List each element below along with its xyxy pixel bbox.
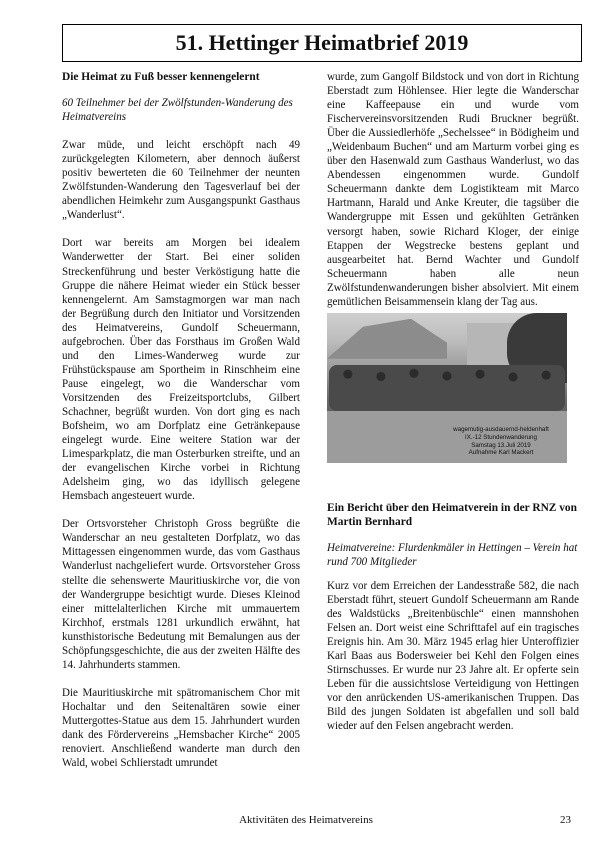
page-title: 51. Hettinger Heimatbrief 2019 xyxy=(62,24,582,62)
paragraph: Kurz vor dem Erreichen der Landesstraße 582, die nach Eberstadt führt, steuert Gundolf Scheuermann am Rande des Waldstücks „Breitenbüschle“ einen mannshohen Felsen an. Dort weist eine Schrifttafel auf ein tragisches Ereignis hin. Am 30. März 1945 erlag hier Unteroffizier Karl Baas aus Bodersweier bei Kehl den Folgen eines Stirnschusses. Er wurde nur 23 Jahre alt. Er opferte sein Leben für die aussichtslose Verteidigung von Hettingen vor den anrückenden US-amerikanischen Truppen. Das Bild des jungen Soldaten ist abgefallen und soll bald wieder auf den Felsen angebracht werden. xyxy=(327,579,579,733)
article-heading: Die Heimat zu Fuß besser kennengelernt xyxy=(62,71,260,83)
paragraph: Zwar müde, und leicht erschöpft nach 49 zurückgelegten Kilometern, aber dennoch äußerst positiv bewerteten die 60 Teilnehmer der neunten Zwölfstunden-Wanderung den Tagesverlauf bei der abendlichen Heimkehr zum Ausgangspunkt Gasthaus „Wanderlust“. xyxy=(62,139,300,222)
group-photo xyxy=(327,313,567,463)
article-subheading: Heimatvereine: Flurdenkmäler in Hettingen – Verein hat rund 700 Mitglieder xyxy=(327,541,578,568)
article-subheading: 60 Teilnehmer bei der Zwölfstunden-Wanderung des Heimatvereins xyxy=(62,97,293,124)
paragraph: Der Ortsvorsteher Christoph Gross begrüßte die Wanderschar an neu gestalteten Dorfplatz, wo das Mittagessen eingenommen wurde, das vom Gasthaus Wanderlust nachgeliefert wurde. Ortsvorsteher Gross stellte die sehenswerte Mauritiuskirche vor, die von der Wandergruppe besichtigt wurde. Dieses Kleinod einer mittelalterlichen Kirche mit ummauertem Kirchhof, erstmals 1281 urkundlich erwähnt, hat kunsthistorische Bedeutung mit Bemalungen aus der Schöpfungsgeschichte, die aus der zweiten Hälfte des 14. Jahrhunderts stammen. xyxy=(62,518,300,671)
page-number: 23 xyxy=(560,814,571,826)
photo-caption: wagemutig-ausdauernd-heldenhaft IX.-12 Stundenwanderung Samstag 13.Juli 2019 Aufnahme Karl Mackert xyxy=(453,426,549,457)
article-heading: Ein Bericht über den Heimatverein in der RNZ von Martin Bernhard xyxy=(327,501,577,528)
right-column xyxy=(327,70,579,734)
footer-section-title: Aktivitäten des Heimatvereins xyxy=(239,814,373,826)
paragraph: wurde, zum Gangolf Bildstock und von dort in Richtung Eberstadt zum Höhlensee. Hier legte die Wanderschar eine Kaffeepause ein und wurde vom Fischervereinsvorsitzenden Rudi Bruckner begrüßt. Über die Aussiedlerhöfe „Sechelssee“ in Bödigheim und „Weidenbaum Buchen“ und am Marturm vorbei ging es über den Hasenwald zum Gasthaus Wanderlust, wo das Abendessen eingenommen wurde. Gundolf Scheuermann dankte dem Logistikteam mit Marco Hartmann, Harald und Anke Kreuter, die tagsüber die Wandergruppe mit Essen und gekühlten Getränken versorgt haben, sowie Richard Kloger, der einige Etappen der Wegstrecke bestens geplant und ausgearbeitet hat. Bernd Wachter und Gundolf Scheuermann haben alle neun Zwölfstundenwanderungen bisher absolviert. Mit einem gemütlichen Beisammensein klang der Tag aus. xyxy=(327,71,579,308)
paragraph: Die Mauritiuskirche mit spätromanischem Chor mit Hochaltar und den Seitenaltären sowie einer Muttergottes-Statue aus dem 15. Jahrhundert wurden dank des Fördervereins „Hemsbacher Kirche“ 2005 renoviert. Anschließend wanderte man durch den Wald, wobei Schlierstadt umrundet xyxy=(62,686,300,770)
left-column xyxy=(62,70,300,770)
paragraph: Dort war bereits am Morgen bei idealem Wanderwetter der Start. Bei einer soliden Streckenführung und bester Verköstigung hatte die Gruppe die nähere Heimat wieder ein Stück besser kennengelernt. Am Samstagmorgen war man nach der Begrüßung durch den Initiator und Vorsitzenden des Heimatvereins, Gundolf Scheuermann, aufgebrochen. Über das Forsthaus im Großen Wald und den Limes-Wanderweg wurde zur Frühstückspause am Sportheim in Rinschheim eine Pause eingelegt, wo die Wanderschar vom Vorsitzenden des Freizeitsportclubs, Gilbert Schachner, begrüßt wurden. Von dort ging es nach Bofsheim, wo am Dorfplatz eine Getränkepause eingelegt wurde. Eine weitere Station war der Limesparkplatz, die man Osterburken streifte, und an der evangelischen Kirche vorbei in Richtung Adelsheim ging, wo das idyllisch gelegene Hemsbach angesteuert wurde. xyxy=(62,237,300,503)
